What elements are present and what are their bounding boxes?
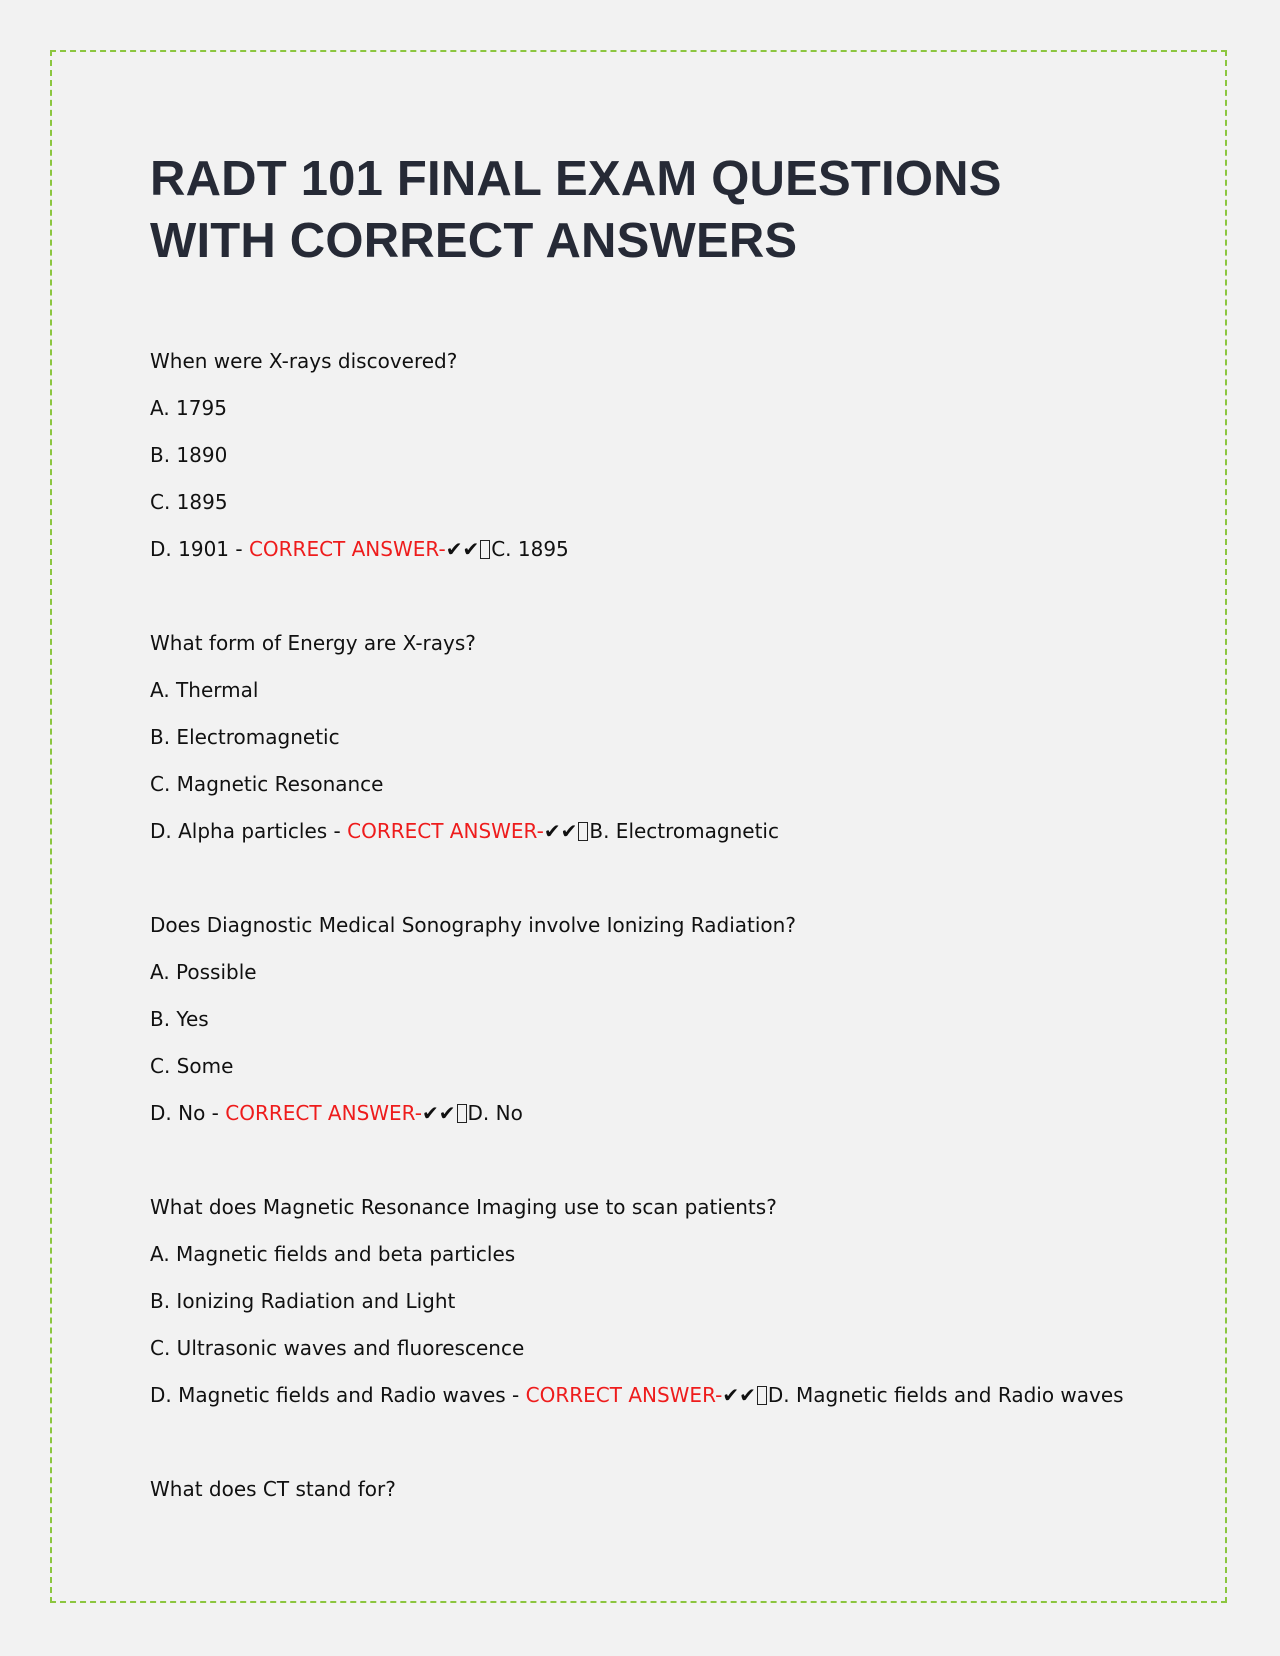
- option-c: C. Ultrasonic waves and fluorescence: [150, 1336, 525, 1360]
- title-line-1: RADT 101 FINAL EXAM QUESTIONS: [150, 152, 1002, 206]
- question-block: [150, 1184, 1180, 1419]
- correct-answer-label: CORRECT ANSWER-: [525, 1383, 723, 1407]
- question-text: When were X-rays discovered?: [150, 349, 458, 373]
- missing-glyph-box-icon: [457, 1104, 467, 1123]
- question-text: What does Magnetic Resonance Imaging use to scan patients?: [150, 1195, 777, 1219]
- question-text: What form of Energy are X-rays?: [150, 631, 476, 655]
- option-d-with-answer: [150, 526, 1180, 573]
- checkmark-icon: ✔✔: [543, 819, 578, 843]
- correct-answer: D. Magnetic fields and Radio waves: [767, 1383, 1124, 1407]
- option-d: D. Alpha particles -: [150, 819, 348, 843]
- missing-glyph-box-icon: [757, 1386, 767, 1405]
- option-c: C. 1895: [150, 490, 228, 514]
- checkmark-icon: ✔✔: [421, 1101, 456, 1125]
- question-block: [150, 620, 1180, 855]
- question-block: [150, 338, 1180, 573]
- missing-glyph-box-icon: [578, 822, 588, 841]
- correct-answer-label: CORRECT ANSWER-: [347, 819, 544, 843]
- option-b: B. Yes: [150, 1007, 209, 1031]
- option-a: A. 1795: [150, 396, 227, 420]
- question-list: [150, 338, 1180, 1513]
- option-c: C. Magnetic Resonance: [150, 772, 384, 796]
- option-b: B. Ionizing Radiation and Light: [150, 1289, 456, 1313]
- option-a: A. Possible: [150, 960, 257, 984]
- correct-answer: C. 1895: [491, 537, 569, 561]
- document-content: [150, 148, 1180, 1560]
- option-d: D. 1901 -: [150, 537, 249, 561]
- option-d-with-answer: [150, 1372, 1180, 1419]
- correct-answer: D. No: [467, 1101, 523, 1125]
- correct-answer-label: CORRECT ANSWER-: [225, 1101, 422, 1125]
- question-block: [150, 1466, 1180, 1513]
- question-block: [150, 902, 1180, 1137]
- option-b: B. Electromagnetic: [150, 725, 340, 749]
- title-line-2: WITH CORRECT ANSWERS: [150, 214, 798, 268]
- option-c: C. Some: [150, 1054, 234, 1078]
- document-title: [150, 148, 1180, 272]
- option-a: A. Thermal: [150, 678, 259, 702]
- checkmark-icon: ✔✔: [445, 537, 480, 561]
- option-a: A. Magnetic fields and beta particles: [150, 1242, 516, 1266]
- option-d-with-answer: [150, 808, 1180, 855]
- option-d: D. Magnetic fields and Radio waves -: [150, 1383, 526, 1407]
- correct-answer-label: CORRECT ANSWER-: [248, 537, 446, 561]
- question-text: What does CT stand for?: [150, 1477, 396, 1501]
- option-d: D. No -: [150, 1101, 226, 1125]
- checkmark-icon: ✔✔: [722, 1383, 756, 1407]
- option-d-with-answer: [150, 1090, 1180, 1137]
- correct-answer: B. Electromagnetic: [589, 819, 779, 843]
- question-text: Does Diagnostic Medical Sonography involve Ionizing Radiation?: [150, 913, 796, 937]
- option-b: B. 1890: [150, 443, 228, 467]
- missing-glyph-box-icon: [480, 540, 490, 559]
